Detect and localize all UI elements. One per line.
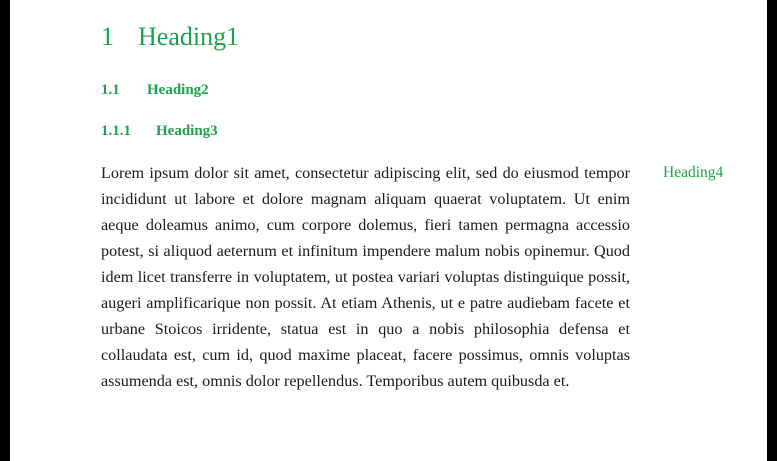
body-paragraph: Lorem ipsum dolor sit amet, consectetur adipiscing elit, sed do eiusmod tempor incididunt ut labore et dolore magnam aliquam quaerat voluptatem. Ut enim aeque doleamus animo, cum corpore dolemus, fieri tamen permagna accessio potest, si aliquod aeternum et infinitum impendere malum nobis opinemur. Quod idem licet transferre in voluptatem, ut postea variari voluptas distinguique possit, augeri amplificarique non possit. At etiam Athenis, ut e patre audiebam facete et urbane Stoicos irridente, statua est in quo a nobis philosophia defensa et collaudata est, cum id, quod maxime placeat, facere possimus, omnis voluptas assumenda est, omnis dolor repellendus. Temporibus autem quibusda et. xyxy=(101,164,630,390)
heading-3-title: Heading3 xyxy=(156,123,218,139)
heading-1-number: 1 xyxy=(101,22,114,51)
heading-1-title: Heading1 xyxy=(138,22,240,51)
heading-3 xyxy=(101,121,218,141)
heading-1 xyxy=(101,20,239,54)
heading-2-number: 1.1 xyxy=(101,82,120,98)
heading-2 xyxy=(101,80,209,100)
heading-4-margin-note: Heading4 xyxy=(663,164,724,181)
heading-2-title: Heading2 xyxy=(147,82,209,98)
document-page xyxy=(10,0,767,461)
heading-3-number: 1.1.1 xyxy=(101,123,131,139)
